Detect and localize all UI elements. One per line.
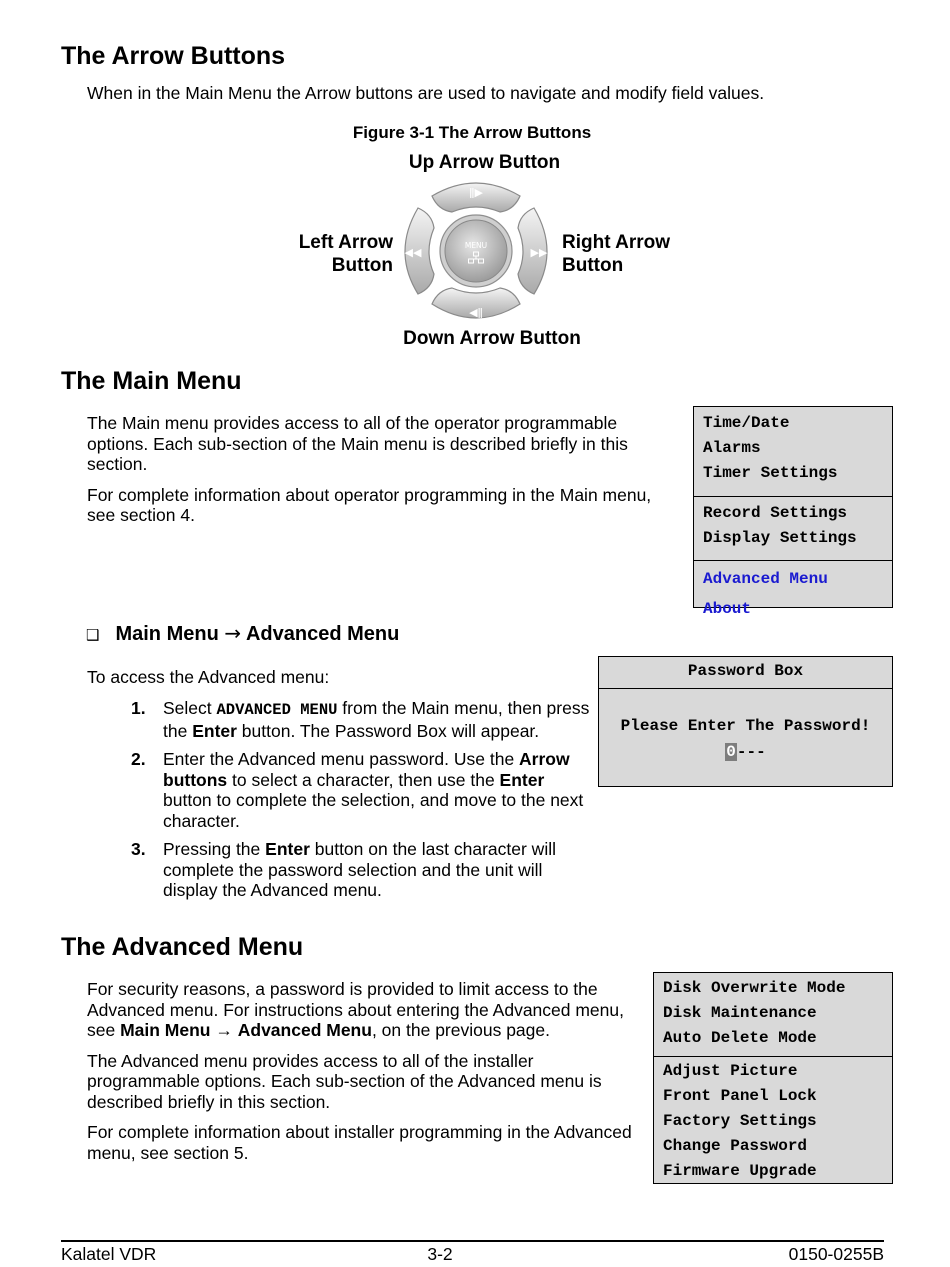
menu-item-factory-settings[interactable]: Factory Settings — [663, 1112, 817, 1130]
access-intro-text: To access the Advanced menu: — [87, 667, 330, 687]
up-arrow-label: Up Arrow Button — [408, 152, 561, 173]
main-menu-description — [87, 413, 667, 526]
menu-item-advanced-menu[interactable]: Advanced Menu — [703, 570, 828, 588]
password-box — [598, 656, 893, 787]
advanced-para-3: For complete information about installer programming in the Advanced menu, see section 5. — [87, 1122, 632, 1163]
menu-item-disk-maintenance[interactable]: Disk Maintenance — [663, 1004, 817, 1022]
subheading-main-to-advanced: ❑ Main Menu → Advanced Menu — [86, 621, 400, 645]
password-field[interactable]: 0--- — [726, 743, 766, 761]
password-box-title: Password Box — [599, 657, 892, 689]
main-menu-group-3 — [694, 561, 892, 627]
footer-doc-number: 0150-0255B — [788, 1244, 884, 1264]
menu-item-display-settings[interactable]: Display Settings — [703, 529, 857, 547]
main-menu-screen — [693, 406, 893, 618]
menu-item-record-settings[interactable]: Record Settings — [703, 504, 848, 522]
figure-caption: Figure 3-1 The Arrow Buttons — [352, 123, 592, 142]
advanced-menu-description — [87, 979, 647, 1163]
menu-item-timer-settings[interactable]: Timer Settings — [703, 464, 838, 482]
step-2: 2. Enter the Advanced menu password. Use the Arrow buttons to select a character, then use the Enter button to complete the selection, and move to the next character. — [131, 749, 584, 831]
footer-page-number: 3-2 — [427, 1244, 453, 1264]
step-1: 1. Select ADVANCED MENU from the Main menu, then press the Enter button. The Password Box will appear. — [131, 698, 590, 741]
menu-item-time-date[interactable]: Time/Date — [703, 414, 790, 432]
advanced-para-2: The Advanced menu provides access to all of the installer programmable options. Each sub-section of the Advanced menu is described briefly in this section. — [87, 1050, 602, 1112]
right-arrow-label: Right Arrow Button — [562, 232, 671, 276]
menu-item-alarms[interactable]: Alarms — [703, 439, 761, 457]
section-title-main-menu: The Main Menu — [61, 367, 242, 395]
footer-rule — [61, 1240, 884, 1242]
advanced-menu-screen — [653, 972, 893, 1184]
advanced-menu-group-2 — [654, 1057, 892, 1186]
fast-forward-icon: ▶▶ — [530, 246, 548, 259]
menu-item-auto-delete-mode[interactable]: Auto Delete Mode — [663, 1029, 817, 1047]
advanced-para-1: For security reasons, a password is provided to limit access to the Advanced menu. For instructions about entering the Advanced menu, see Main Menu → Advanced Menu, on the previous page. — [87, 979, 624, 1040]
password-cursor: 0 — [726, 743, 736, 761]
left-arrow-label: Left Arrow Button — [298, 232, 393, 276]
rewind-icon: ◀◀ — [404, 246, 422, 259]
right-arrow-icon: → — [224, 621, 242, 645]
main-menu-para-2: For complete information about operator programming in the Main menu, see section 4. — [87, 484, 652, 525]
arrow-intro-text: When in the Main Menu the Arrow buttons are used to navigate and modify field values. — [87, 83, 765, 103]
main-menu-para-1: The Main menu provides access to all of the operator programmable options. Each sub-section of the Main menu is described briefly in this section. — [87, 413, 628, 474]
menu-item-adjust-picture[interactable]: Adjust Picture — [663, 1062, 798, 1080]
menu-item-front-panel-lock[interactable]: Front Panel Lock — [663, 1087, 817, 1105]
main-menu-group-2 — [694, 497, 892, 561]
step-3: 3. Pressing the Enter button on the last character will complete the password selection and the unit will display the Advanced menu. — [131, 839, 556, 900]
advanced-menu-group-1 — [654, 973, 892, 1057]
up-arrow-icon: ǁ▶ — [469, 186, 483, 199]
menu-button-label: MENU — [464, 241, 488, 250]
section-title-advanced-menu: The Advanced Menu — [61, 933, 304, 961]
down-arrow-label: Down Arrow Button — [403, 328, 581, 349]
menu-item-firmware-upgrade[interactable]: Firmware Upgrade — [663, 1162, 817, 1180]
checkbox-bullet-icon: ❑ — [86, 626, 100, 644]
down-arrow-icon: ◀ǁ — [469, 306, 483, 319]
menu-button[interactable] — [445, 220, 507, 282]
section-title-arrow-buttons: The Arrow Buttons — [61, 42, 286, 70]
menu-item-change-password[interactable]: Change Password — [663, 1137, 808, 1155]
menu-item-disk-overwrite-mode[interactable]: Disk Overwrite Mode — [663, 979, 846, 997]
password-prompt: Please Enter The Password! — [620, 717, 871, 735]
menu-item-about[interactable]: About — [703, 600, 752, 618]
footer-product: Kalatel VDR — [61, 1244, 157, 1264]
access-steps-list — [131, 698, 591, 909]
arrow-buttons-diagram — [396, 174, 556, 330]
main-menu-group-1 — [694, 407, 892, 497]
